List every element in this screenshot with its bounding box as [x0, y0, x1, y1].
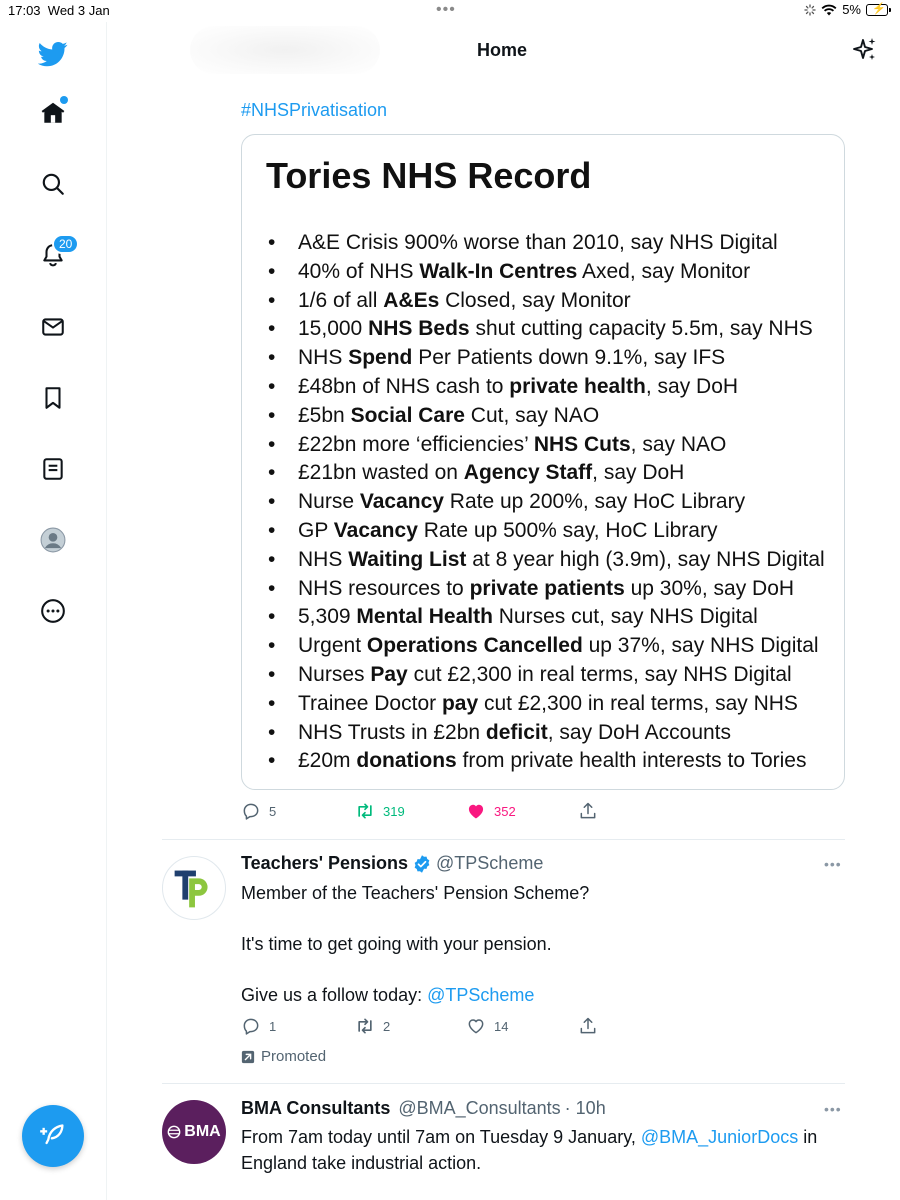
image-bullet-item: • Urgent Operations Cancelled up 37%, say NHS Digital	[266, 632, 845, 661]
heart-filled-icon	[466, 801, 486, 821]
tweet2-more-icon[interactable]: •••	[824, 856, 842, 872]
more-options-icon[interactable]	[36, 594, 70, 628]
reply-icon	[241, 1016, 261, 1036]
share-button[interactable]	[578, 801, 598, 821]
home-unread-dot	[60, 96, 68, 104]
image-bullet-item: • £21bn wasted on Agency Staff, say DoH	[266, 459, 845, 488]
battery-percent: 5%	[842, 2, 861, 17]
reply-button[interactable]	[241, 1016, 276, 1036]
image-bullet-item: • 40% of NHS Walk-In Centres Axed, say Monitor	[266, 258, 845, 287]
image-bullet-item: • Nurses Pay cut £2,300 in real terms, say NHS Digital	[266, 661, 845, 690]
avatar-teachers-pensions[interactable]	[162, 856, 226, 920]
blurred-region	[190, 26, 380, 74]
image-bullet-item: • 1/6 of all A&Es Closed, say Monitor	[266, 287, 845, 316]
image-bullet-item: • 15,000 NHS Beds shut cutting capacity 5.5m, say NHS	[266, 315, 845, 344]
image-bullet-item: • 5,309 Mental Health Nurses cut, say NHS Digital	[266, 603, 845, 632]
messages-icon[interactable]	[36, 310, 70, 344]
compose-tweet-button[interactable]	[22, 1105, 84, 1167]
promoted-label: Promoted	[241, 1048, 326, 1065]
author-handle[interactable]: @BMA_Consultants	[398, 1098, 561, 1118]
tweet3-body: From 7am today until 7am on Tuesday 9 January, @BMA_JuniorDocs in England take industrial action.	[241, 1127, 818, 1173]
image-bullet-item: • NHS resources to private patients up 30%, say DoH	[266, 575, 845, 604]
tweet-timestamp[interactable]: · 10h	[564, 1098, 606, 1118]
profile-avatar-icon[interactable]	[36, 523, 70, 557]
like-button[interactable]	[466, 801, 516, 821]
tweet-image[interactable]	[241, 134, 845, 790]
image-title: Tories NHS Record	[266, 155, 592, 196]
like-count: 352	[494, 803, 516, 819]
loading-icon	[804, 4, 816, 16]
image-bullet-item: • NHS Spend Per Patients down 9.1%, say IFS	[266, 344, 845, 373]
author-name[interactable]: BMA Consultants	[241, 1098, 391, 1118]
hashtag-link[interactable]: #NHSPrivatisation	[241, 100, 388, 120]
sparkle-icon[interactable]	[851, 36, 879, 64]
divider	[162, 1083, 845, 1084]
lists-icon[interactable]	[36, 452, 70, 486]
twitter-logo-icon[interactable]	[36, 37, 70, 71]
tweet2-line3: Give us a follow today: @TPScheme	[241, 985, 535, 1005]
status-bar	[0, 0, 900, 22]
verified-badge-icon	[412, 854, 432, 874]
heart-outline-icon	[466, 1016, 486, 1036]
mention-link[interactable]: @BMA_JuniorDocs	[640, 1127, 799, 1147]
tweet2-header	[241, 853, 543, 874]
author-name[interactable]: Teachers' Pensions	[241, 853, 409, 873]
retweet-icon	[355, 801, 375, 821]
retweet-button[interactable]	[355, 1016, 390, 1036]
reply-icon	[241, 801, 261, 821]
image-bullet-item: • A&E Crisis 900% worse than 2010, say NHS Digital	[266, 229, 845, 258]
reply-count: 5	[269, 803, 277, 819]
tp-logo-icon	[163, 857, 225, 919]
retweet-count: 319	[383, 803, 405, 819]
tweet3-more-icon[interactable]: •••	[824, 1101, 842, 1117]
notifications-badge: 20	[52, 234, 79, 254]
retweet-button[interactable]	[355, 801, 405, 821]
bma-avatar-text: BMA	[184, 1123, 221, 1140]
wifi-icon	[821, 4, 837, 16]
compose-feather-icon	[39, 1122, 67, 1150]
image-bullet-item: • Trainee Doctor pay cut £2,300 in real terms, say NHS	[266, 690, 845, 719]
promoted-arrow-icon	[241, 1050, 255, 1064]
tweet3-header	[241, 1098, 606, 1119]
reply-button[interactable]	[241, 801, 276, 821]
image-bullet-item: • £48bn of NHS cash to private health, say DoH	[266, 373, 845, 402]
tweet2-line2: It's time to get going with your pension.	[241, 934, 552, 954]
image-bullet-item: • Nurse Vacancy Rate up 200%, say HoC Library	[266, 488, 845, 517]
multitasking-dots-icon[interactable]: •••	[436, 1, 456, 18]
image-bullet-item: • NHS Trusts in £2bn deficit, say DoH Accounts	[266, 719, 845, 748]
sidebar	[0, 22, 107, 1200]
page-title: Home	[477, 40, 528, 60]
bma-globe-icon	[167, 1125, 181, 1139]
share-icon	[578, 801, 598, 821]
share-icon	[578, 1016, 598, 1036]
mention-link[interactable]: @TPScheme	[427, 985, 535, 1005]
like-count: 14	[494, 1018, 509, 1034]
search-icon[interactable]	[36, 167, 70, 201]
avatar-bma-consultants[interactable]	[162, 1100, 226, 1164]
like-button[interactable]	[466, 1016, 508, 1036]
image-bullet-item: • £20m donations from private health interests to Tories	[266, 747, 845, 776]
tweet2-line1: Member of the Teachers' Pension Scheme?	[241, 883, 590, 903]
image-bullet-item: • £5bn Social Care Cut, say NAO	[266, 402, 845, 431]
image-bullet-item: • NHS Waiting List at 8 year high (3.9m), say NHS Digital	[266, 546, 845, 575]
battery-icon: ⚡	[866, 4, 888, 16]
divider	[162, 839, 845, 840]
tweet2-body	[241, 880, 589, 1008]
status-right	[804, 2, 888, 17]
author-handle[interactable]: @TPScheme	[436, 853, 544, 873]
reply-count: 1	[269, 1018, 277, 1034]
image-bullet-item: • GP Vacancy Rate up 500% say, HoC Library	[266, 517, 845, 546]
status-time: 17:03 Wed 3 Jan	[8, 3, 110, 18]
image-bullet-list	[266, 229, 845, 776]
retweet-icon	[355, 1016, 375, 1036]
retweet-count: 2	[383, 1018, 391, 1034]
image-bullet-item: • £22bn more ‘efficiencies’ NHS Cuts, say NAO	[266, 431, 845, 460]
share-button[interactable]	[578, 1016, 598, 1036]
bookmarks-icon[interactable]	[36, 381, 70, 415]
